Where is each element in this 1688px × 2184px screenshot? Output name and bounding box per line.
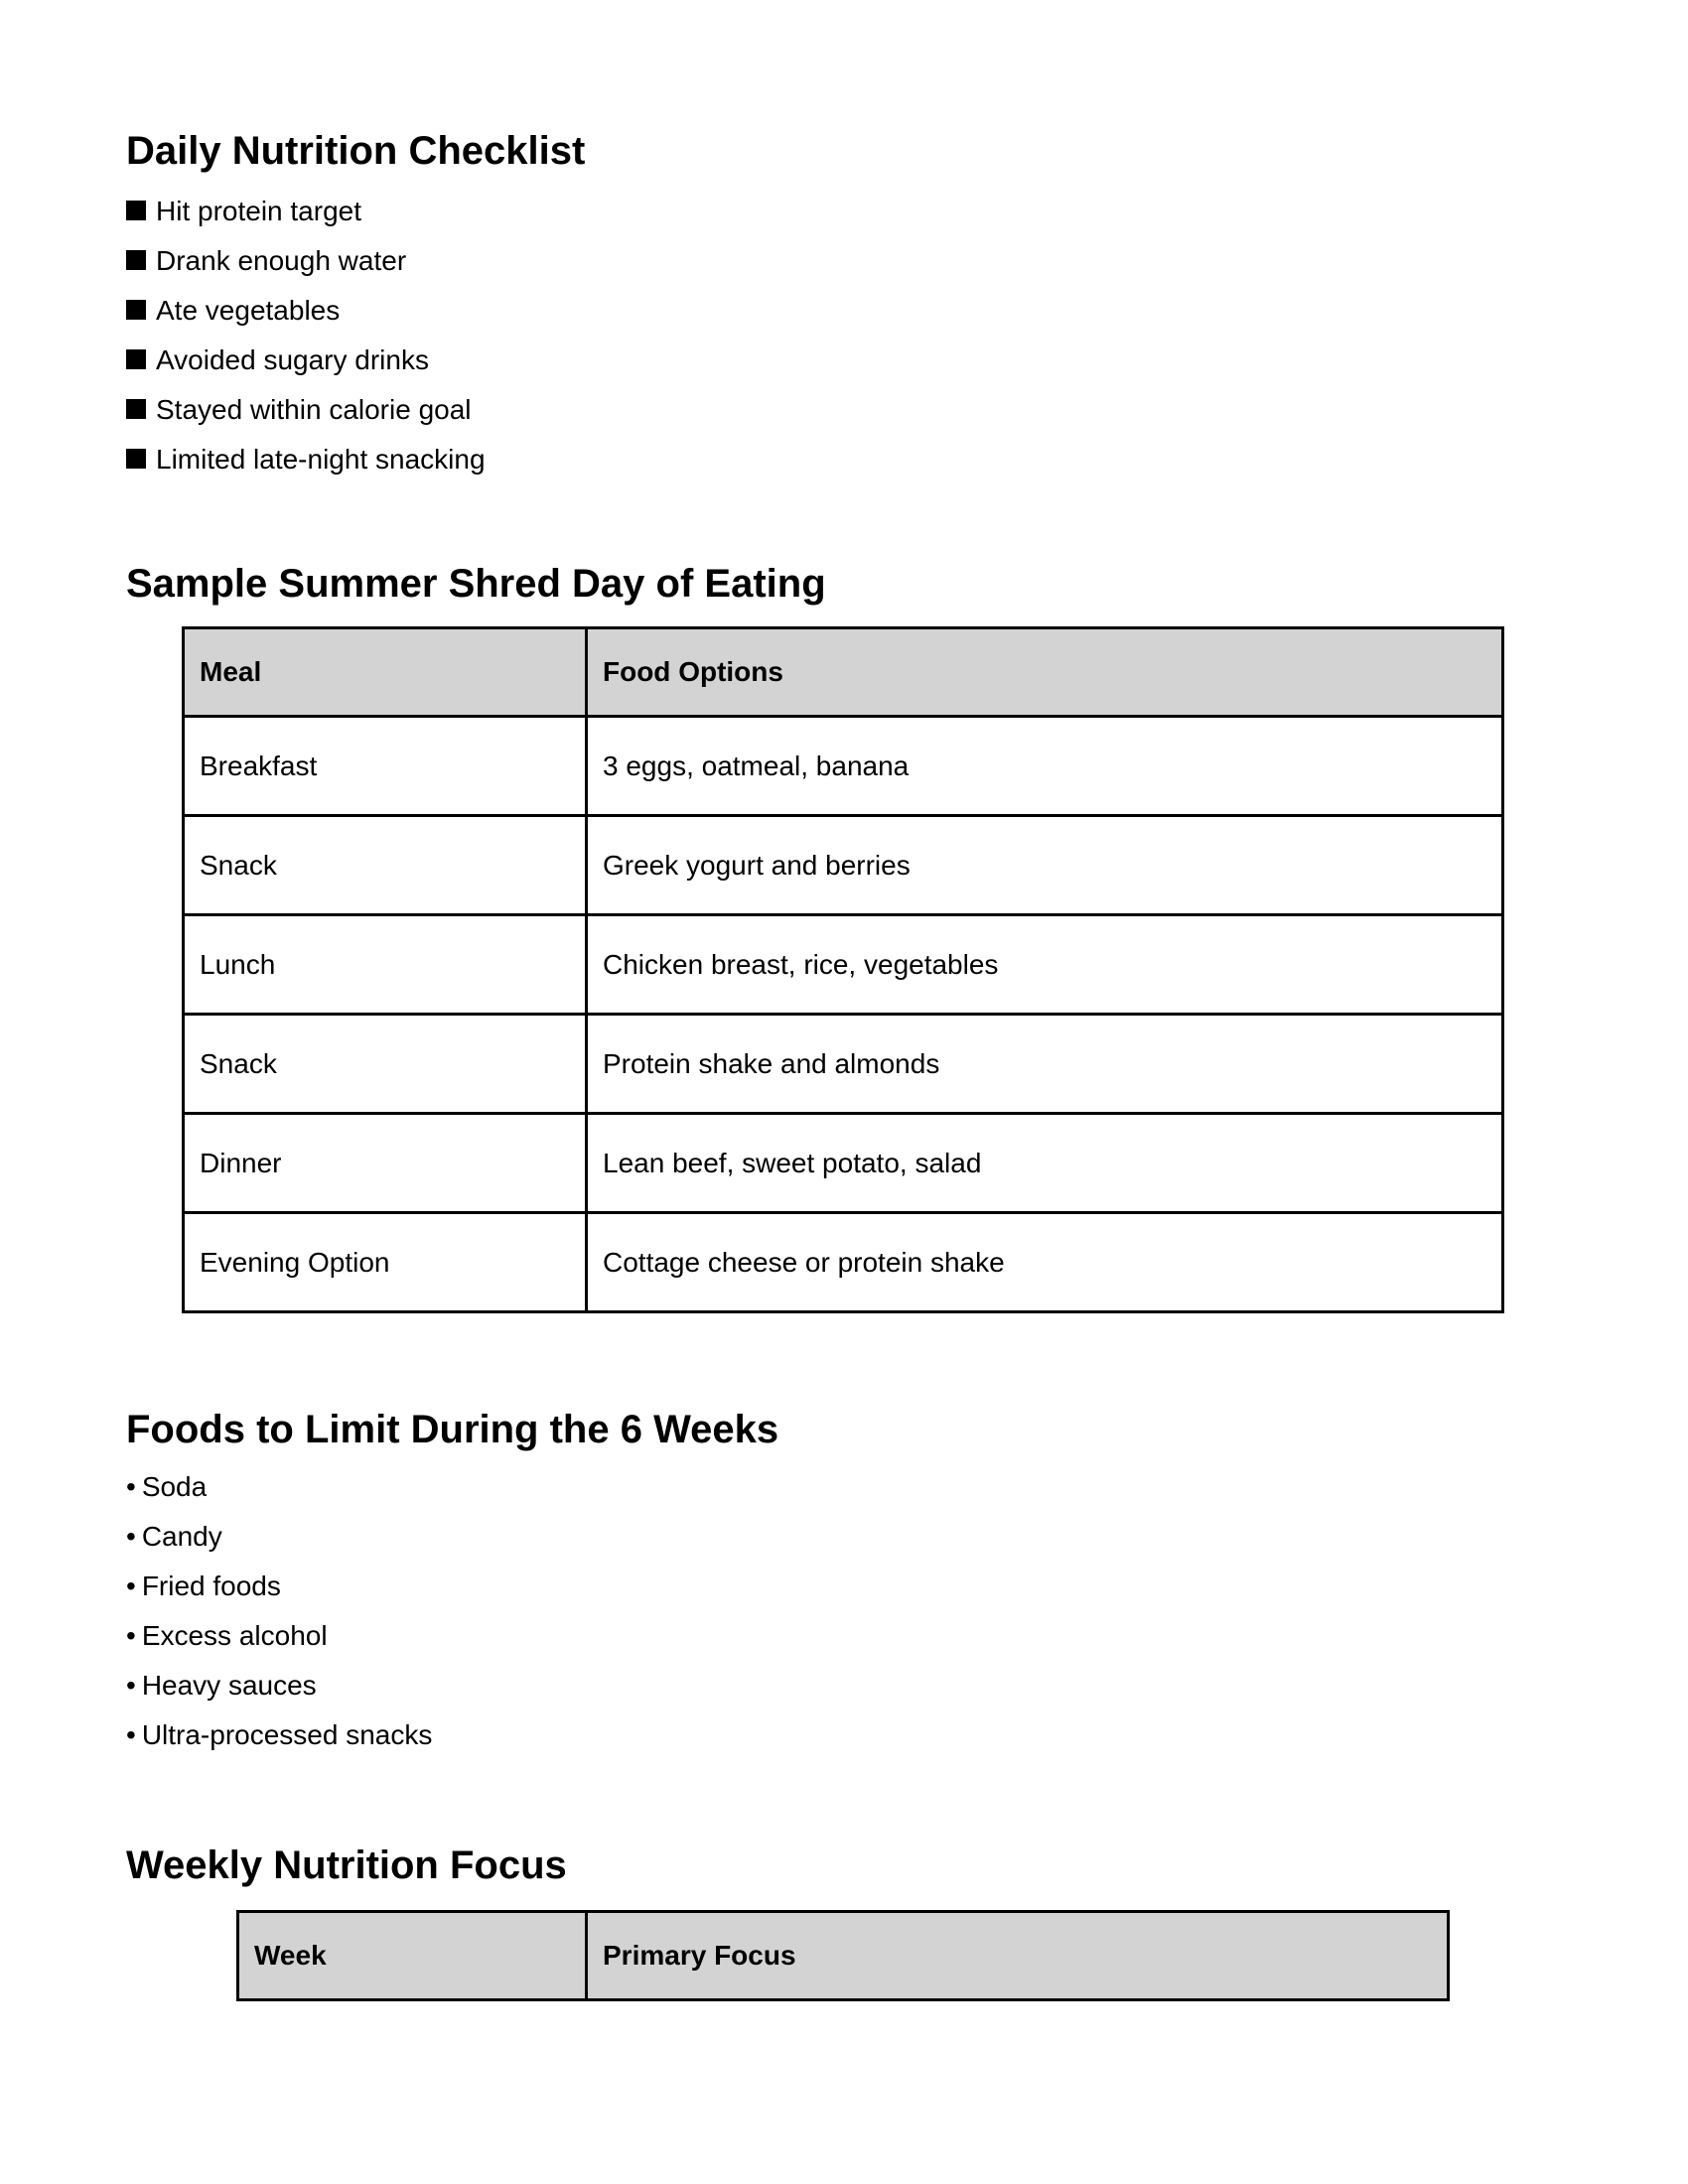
- food-options-cell: 3 eggs, oatmeal, banana: [587, 717, 1503, 816]
- checklist: [126, 195, 486, 492]
- list-item: [126, 1718, 432, 1768]
- sample-day-heading: Sample Summer Shred Day of Eating: [126, 562, 826, 606]
- checklist-item: [126, 343, 486, 393]
- checklist-item-label: Hit protein target: [156, 196, 361, 226]
- bullet-icon: •: [126, 1570, 136, 1601]
- table-header-row: [238, 1912, 1449, 2000]
- checkbox-icon: [126, 300, 146, 320]
- list-item-label: Excess alcohol: [141, 1620, 328, 1651]
- meal-cell: Breakfast: [184, 717, 587, 816]
- weekly-focus-heading: Weekly Nutrition Focus: [126, 1843, 567, 1887]
- bullet-icon: •: [126, 1471, 136, 1502]
- list-item-label: Candy: [141, 1521, 222, 1552]
- bullet-icon: •: [126, 1620, 136, 1651]
- checkbox-icon: [126, 399, 146, 419]
- checklist-item: [126, 393, 486, 443]
- list-item-label: Ultra-processed snacks: [141, 1719, 433, 1750]
- food-options-cell: Protein shake and almonds: [587, 1015, 1503, 1114]
- list-item: [126, 1520, 432, 1570]
- checklist-item-label: Limited late-night snacking: [156, 444, 486, 475]
- table-row: [184, 717, 1503, 816]
- column-header-week: Week: [238, 1912, 587, 2000]
- meal-cell: Evening Option: [184, 1213, 587, 1312]
- meal-cell: Snack: [184, 816, 587, 915]
- table-row: [184, 1114, 1503, 1213]
- checkbox-icon: [126, 201, 146, 220]
- list-item: [126, 1570, 432, 1619]
- checkbox-icon: [126, 250, 146, 270]
- table-row: [184, 1213, 1503, 1312]
- list-item-label: Soda: [141, 1471, 208, 1502]
- checklist-item-label: Stayed within calorie goal: [156, 394, 472, 425]
- bullet-icon: •: [126, 1521, 136, 1552]
- table-row: [184, 1015, 1503, 1114]
- checklist-item: [126, 294, 486, 343]
- checklist-heading: Daily Nutrition Checklist: [126, 129, 586, 173]
- list-item-label: Fried foods: [141, 1570, 281, 1601]
- column-header-meal: Meal: [184, 628, 587, 717]
- limit-foods-list: [126, 1470, 432, 1768]
- column-header-primary-focus: Primary Focus: [587, 1912, 1449, 2000]
- sample-day-table: [182, 626, 1504, 1313]
- checklist-item-label: Ate vegetables: [156, 295, 341, 326]
- table-header-row: [184, 628, 1503, 717]
- checkbox-icon: [126, 349, 146, 369]
- limit-foods-heading: Foods to Limit During the 6 Weeks: [126, 1408, 779, 1451]
- list-item: [126, 1669, 432, 1718]
- checklist-item: [126, 443, 486, 492]
- food-options-cell: Greek yogurt and berries: [587, 816, 1503, 915]
- checklist-item: [126, 244, 486, 294]
- table-row: [184, 915, 1503, 1015]
- weekly-focus-table: [236, 1910, 1450, 2001]
- table-row: [184, 816, 1503, 915]
- meal-cell: Snack: [184, 1015, 587, 1114]
- food-options-cell: Chicken breast, rice, vegetables: [587, 915, 1503, 1015]
- checklist-item-label: Avoided sugary drinks: [156, 344, 429, 375]
- column-header-food-options: Food Options: [587, 628, 1503, 717]
- checklist-item: [126, 195, 486, 244]
- food-options-cell: Cottage cheese or protein shake: [587, 1213, 1503, 1312]
- list-item: [126, 1619, 432, 1669]
- meal-cell: Dinner: [184, 1114, 587, 1213]
- list-item: [126, 1470, 432, 1520]
- checklist-item-label: Drank enough water: [156, 245, 407, 276]
- meal-cell: Lunch: [184, 915, 587, 1015]
- list-item-label: Heavy sauces: [141, 1670, 317, 1701]
- bullet-icon: •: [126, 1719, 136, 1750]
- checkbox-icon: [126, 449, 146, 469]
- bullet-icon: •: [126, 1670, 136, 1701]
- food-options-cell: Lean beef, sweet potato, salad: [587, 1114, 1503, 1213]
